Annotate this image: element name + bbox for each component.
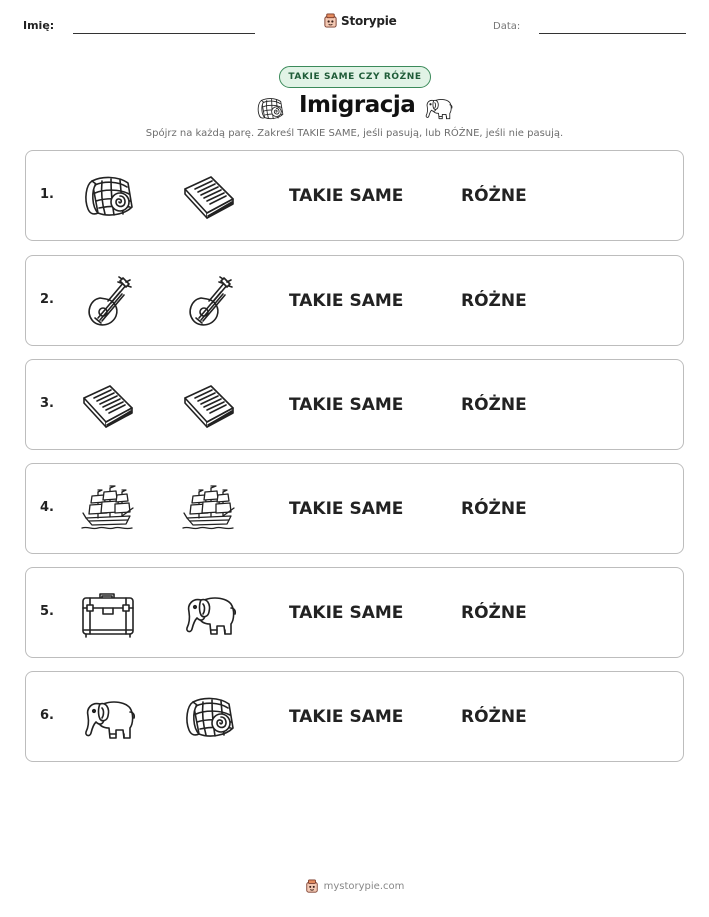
- instructions-text: Spójrz na każdą parę. Zakreśl TAKIE SAME, jeśli pasują, lub RÓŻNE, jeśli nie pasują.: [145, 128, 564, 139]
- question-row-2: [25, 255, 684, 346]
- elephant-icon: [181, 586, 237, 642]
- page-title: Imigracja: [299, 92, 416, 118]
- elephant-icon: [423, 93, 453, 123]
- brand-logo: [323, 13, 397, 28]
- sailing-ship-icon: [181, 482, 237, 538]
- name-field-line[interactable]: [73, 33, 255, 34]
- storypie-logo-icon: [305, 879, 319, 893]
- option-different[interactable]: RÓŻNE: [461, 707, 527, 727]
- question-number: 6.: [40, 708, 54, 723]
- footer-site-link[interactable]: mystorypie.com: [323, 880, 405, 892]
- option-same[interactable]: TAKIE SAME: [289, 186, 404, 206]
- date-field-line[interactable]: [539, 33, 686, 34]
- sailing-ship-icon: [80, 482, 136, 538]
- rolled-blanket-icon: [181, 690, 237, 746]
- mandolin-icon: [80, 274, 136, 330]
- question-number: 3.: [40, 396, 54, 411]
- option-same[interactable]: TAKIE SAME: [289, 395, 404, 415]
- rolled-blanket-icon: [255, 94, 285, 124]
- brand-name: Storypie: [341, 13, 397, 28]
- question-row-4: [25, 463, 684, 554]
- option-same[interactable]: TAKIE SAME: [289, 603, 404, 623]
- question-number: 4.: [40, 500, 54, 515]
- mandolin-icon: [181, 274, 237, 330]
- book-icon: [181, 169, 237, 225]
- name-label: Imię:: [23, 19, 55, 32]
- option-same[interactable]: TAKIE SAME: [289, 291, 404, 311]
- suitcase-icon: [80, 586, 136, 642]
- title-row: [0, 92, 709, 124]
- question-number: 1.: [40, 187, 54, 202]
- question-row-5: [25, 567, 684, 658]
- question-row-3: [25, 359, 684, 450]
- option-same[interactable]: TAKIE SAME: [289, 707, 404, 727]
- worksheet-type-badge: TAKIE SAME CZY RÓŻNE: [279, 66, 431, 88]
- option-different[interactable]: RÓŻNE: [461, 603, 527, 623]
- question-number: 5.: [40, 604, 54, 619]
- elephant-icon: [80, 690, 136, 746]
- question-number: 2.: [40, 292, 54, 307]
- book-icon: [181, 378, 237, 434]
- footer: [0, 879, 709, 893]
- option-different[interactable]: RÓŻNE: [461, 291, 527, 311]
- question-row-6: [25, 671, 684, 762]
- option-different[interactable]: RÓŻNE: [461, 395, 527, 415]
- storypie-logo-icon: [323, 13, 338, 28]
- question-row-1: [25, 150, 684, 241]
- option-same[interactable]: TAKIE SAME: [289, 499, 404, 519]
- option-different[interactable]: RÓŻNE: [461, 499, 527, 519]
- date-label: Data:: [493, 21, 521, 32]
- rolled-blanket-icon: [80, 169, 136, 225]
- option-different[interactable]: RÓŻNE: [461, 186, 527, 206]
- book-icon: [80, 378, 136, 434]
